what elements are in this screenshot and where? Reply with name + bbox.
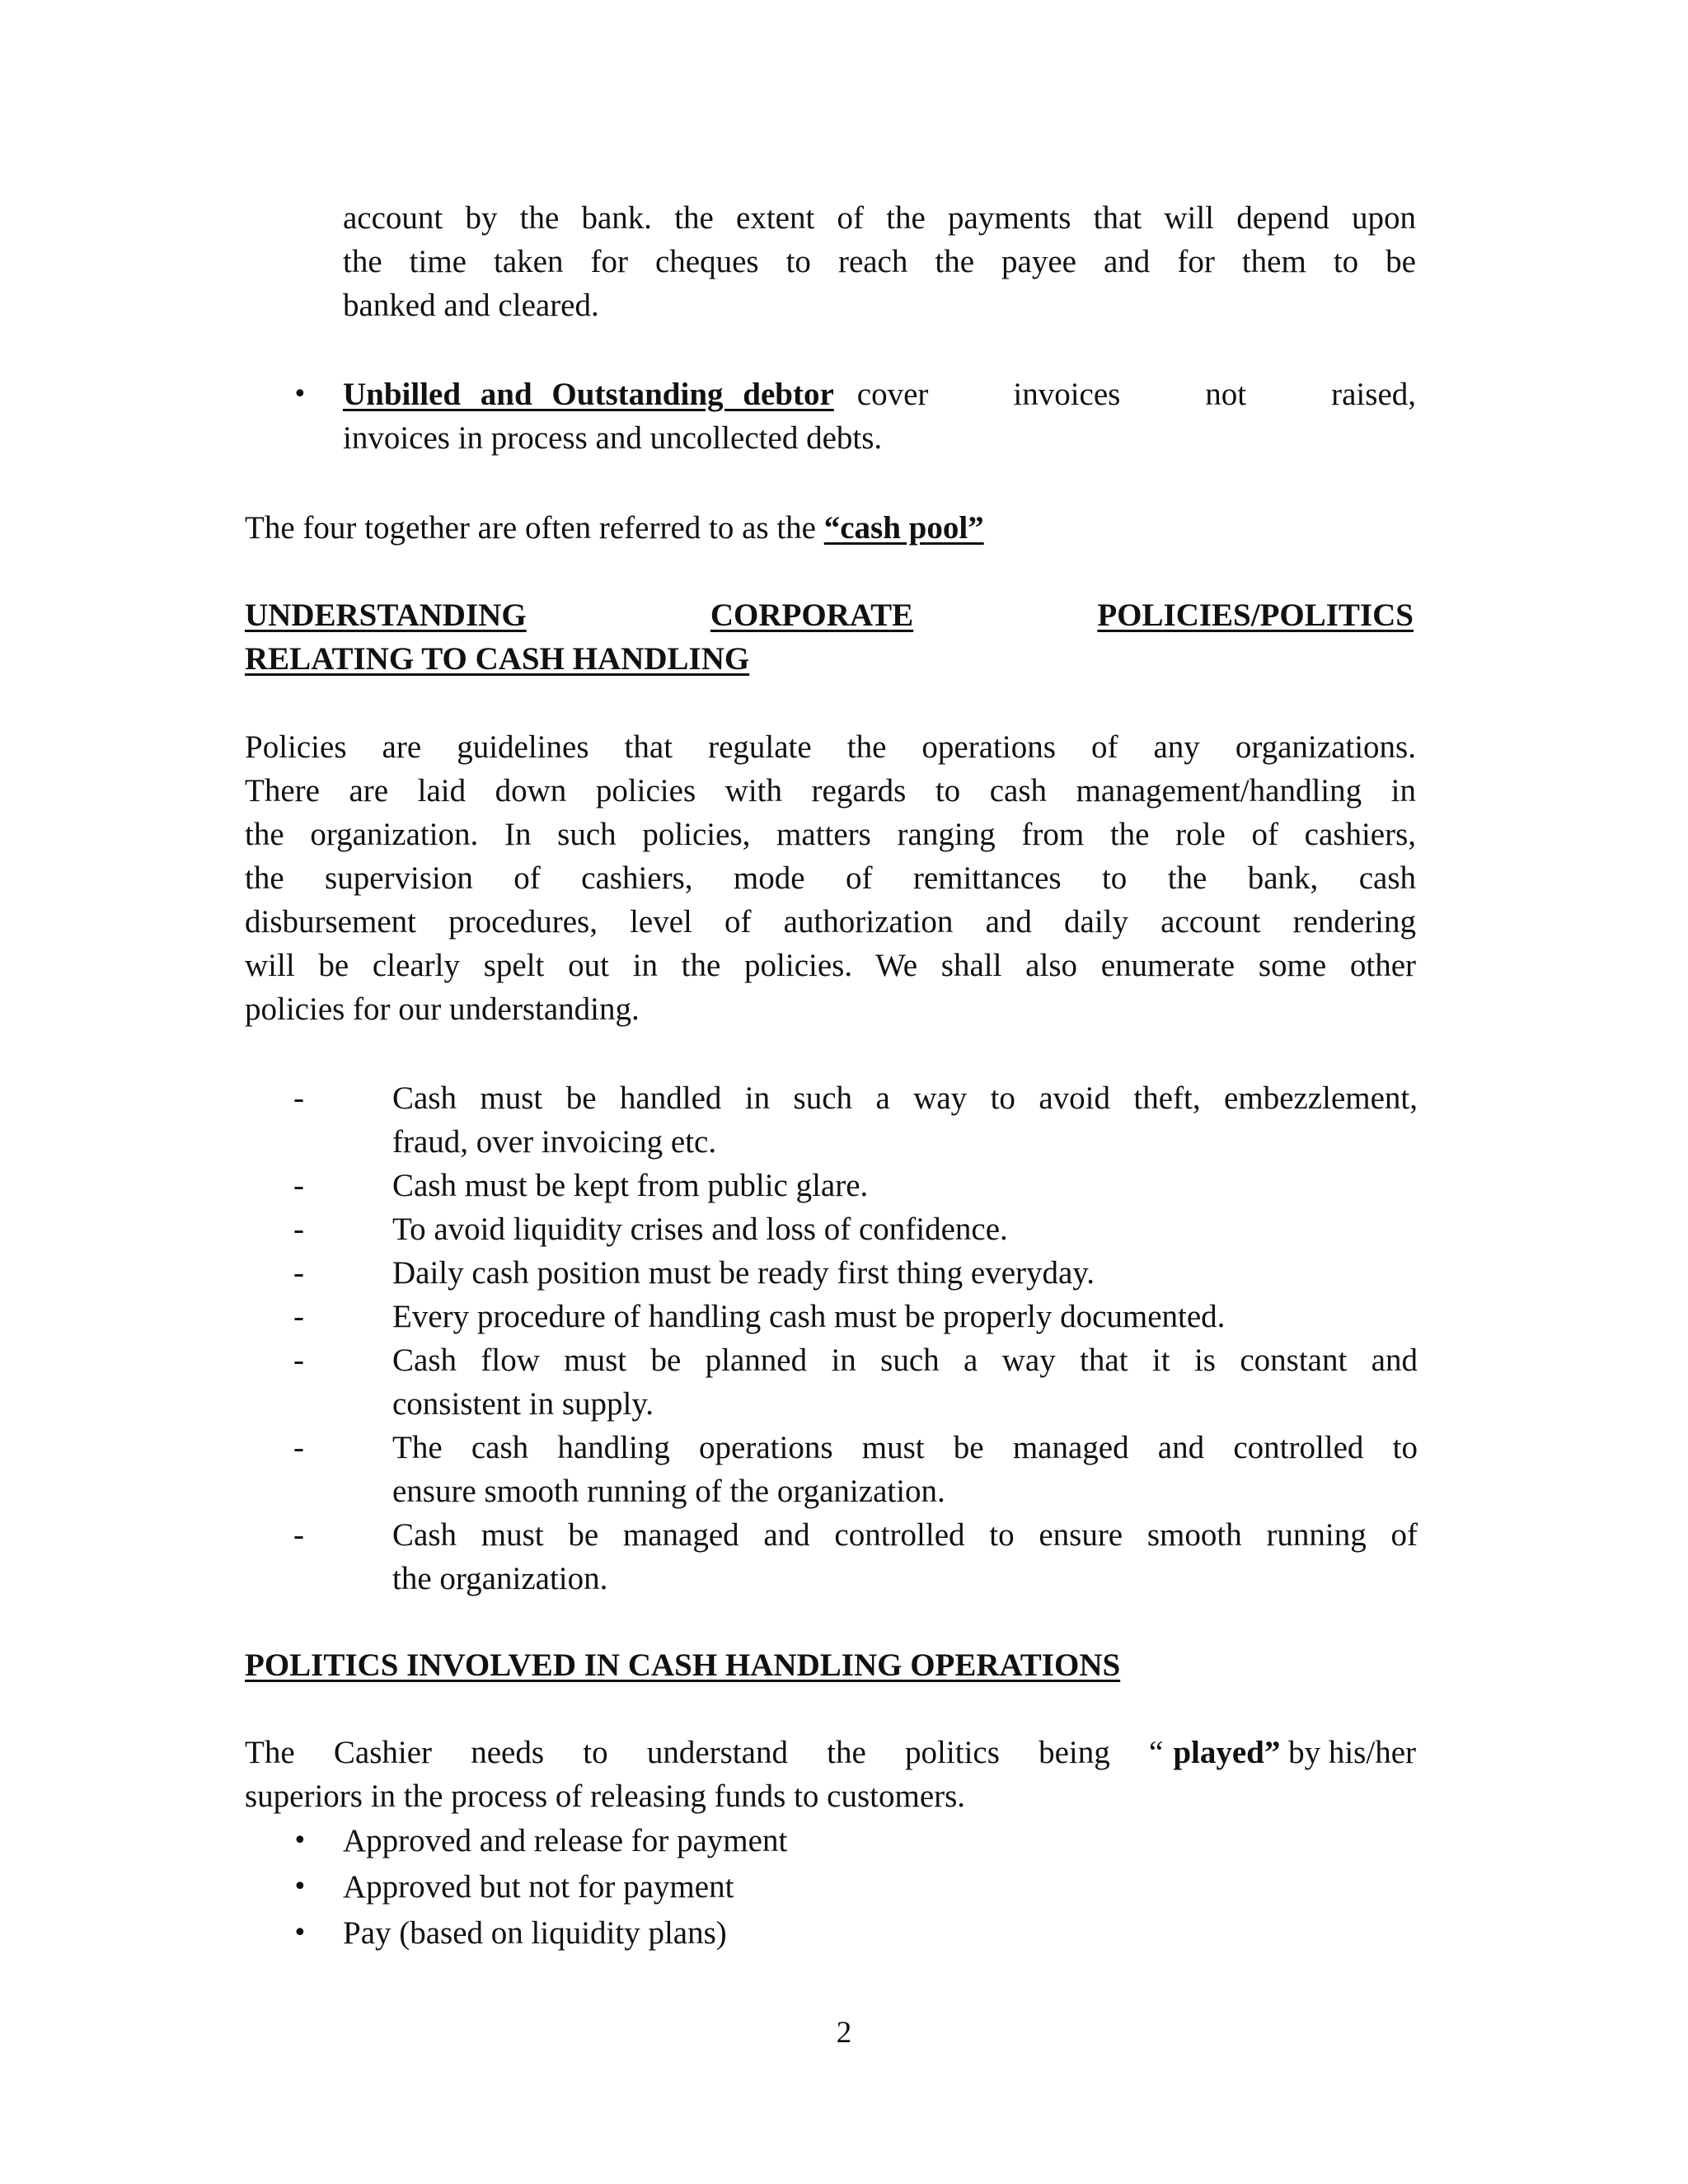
heading-corporate-policies <box>245 593 1516 681</box>
bullet-line: invoices in process and uncollected debts. <box>343 420 883 456</box>
paragraph-line: policies for our understanding. <box>245 991 640 1027</box>
paragraph-line: superiors in the process of releasing funds to customers. <box>245 1779 966 1814</box>
bullet-icon: • <box>293 1826 307 1855</box>
dash-marker: - <box>293 1168 304 1203</box>
bullet-rest: cover invoices not raised, <box>856 377 1416 412</box>
list-item-line: fraud, over invoicing etc. <box>392 1124 717 1160</box>
heading-line <box>245 593 1516 637</box>
list-item-line: the organization. <box>392 1561 608 1596</box>
cash-pool-prefix: The four together are often referred to as the <box>245 510 824 546</box>
list-item-line: To avoid liquidity crises and loss of confidence. <box>392 1212 1008 1247</box>
list-item-text: Approved and release for payment <box>343 1823 788 1858</box>
paragraph-line: There are laid down policies with regards to cash management/handling in <box>245 773 1416 808</box>
list-item-text <box>392 1338 1418 1426</box>
list-item-line: Daily cash position must be ready first thing everyday. <box>392 1255 1095 1291</box>
bullet-term: Unbilled and Outstanding debtor <box>343 377 834 412</box>
continuation-paragraph <box>343 196 1416 327</box>
heading-line: RELATING TO CASH HANDLING <box>245 641 750 677</box>
list-item-line: Cash must be kept from public glare. <box>392 1168 869 1203</box>
dash-marker: - <box>293 1517 304 1553</box>
emphasis-text: played” <box>1173 1735 1281 1770</box>
list-item-text <box>392 1426 1418 1513</box>
bullet-icon: • <box>293 380 307 409</box>
paragraph-line-prefix <box>245 1731 1163 1774</box>
bullet-unbilled-text <box>343 373 1416 460</box>
dash-marker: - <box>293 1212 304 1247</box>
cash-pool-term: “cash pool” <box>823 510 984 546</box>
paragraph-line: disbursement procedures, level of authorization and daily account rendering <box>245 904 1416 940</box>
list-item-text <box>392 1076 1418 1164</box>
list-item-line: The cash handling operations must be managed and controlled to <box>392 1430 1418 1465</box>
heading-word: CORPORATE <box>710 598 914 633</box>
dash-marker: - <box>293 1255 304 1291</box>
policies-paragraph <box>245 725 1416 1031</box>
list-item-line: consistent in supply. <box>392 1386 654 1422</box>
list-item-line: Cash must be handled in such a way to avoid theft, embezzlement, <box>392 1080 1418 1116</box>
cash-pool-line <box>245 506 1415 550</box>
dash-marker: - <box>293 1343 304 1378</box>
list-item-text: Pay (based on liquidity plans) <box>343 1915 727 1951</box>
bullet-line <box>343 373 1416 416</box>
paragraph-line: the time taken for cheques to reach the payee and for them to be <box>343 244 1416 279</box>
paragraph-line: banked and cleared. <box>343 288 599 323</box>
paragraph-line: Policies are guidelines that regulate the operations of any organizations. <box>245 729 1416 765</box>
list-item-line: Cash flow must be planned in such a way that it is constant and <box>392 1343 1418 1378</box>
paragraph-line: will be clearly spelt out in the policies. We shall also enumerate some other <box>245 948 1416 983</box>
paragraph-line: account by the bank. the extent of the payments that will depend upon <box>343 200 1416 236</box>
heading-word: UNDERSTANDING <box>245 598 527 633</box>
dash-marker: - <box>293 1299 304 1334</box>
heading-politics: POLITICS INVOLVED IN CASH HANDLING OPERATIONS <box>245 1647 1121 1683</box>
paragraph-text: by his/her <box>1280 1735 1416 1770</box>
bullet-icon: • <box>293 1872 307 1901</box>
dash-marker: - <box>293 1430 304 1465</box>
list-item-line: Cash must be managed and controlled to ensure smooth running of <box>392 1517 1418 1553</box>
paragraph-line: the organization. In such policies, matters ranging from the role of cashiers, <box>245 817 1416 852</box>
heading-word: POLICIES/POLITICS <box>1097 598 1414 633</box>
paragraph-line <box>245 1731 1416 1774</box>
paragraph-text: The Cashier needs to understand the politics being “ <box>245 1735 1164 1770</box>
list-item-text: Approved but not for payment <box>343 1869 734 1905</box>
list-item-line: ensure smooth running of the organization. <box>392 1474 945 1509</box>
dash-marker: - <box>293 1080 304 1116</box>
bullet-icon: • <box>293 1919 307 1947</box>
page-number: 2 <box>836 2016 852 2050</box>
paragraph-line: the supervision of cashiers, mode of remittances to the bank, cash <box>245 860 1416 896</box>
politics-paragraph <box>245 1731 1416 1818</box>
list-item-line: Every procedure of handling cash must be properly documented. <box>392 1299 1226 1334</box>
list-item-text <box>392 1513 1418 1601</box>
